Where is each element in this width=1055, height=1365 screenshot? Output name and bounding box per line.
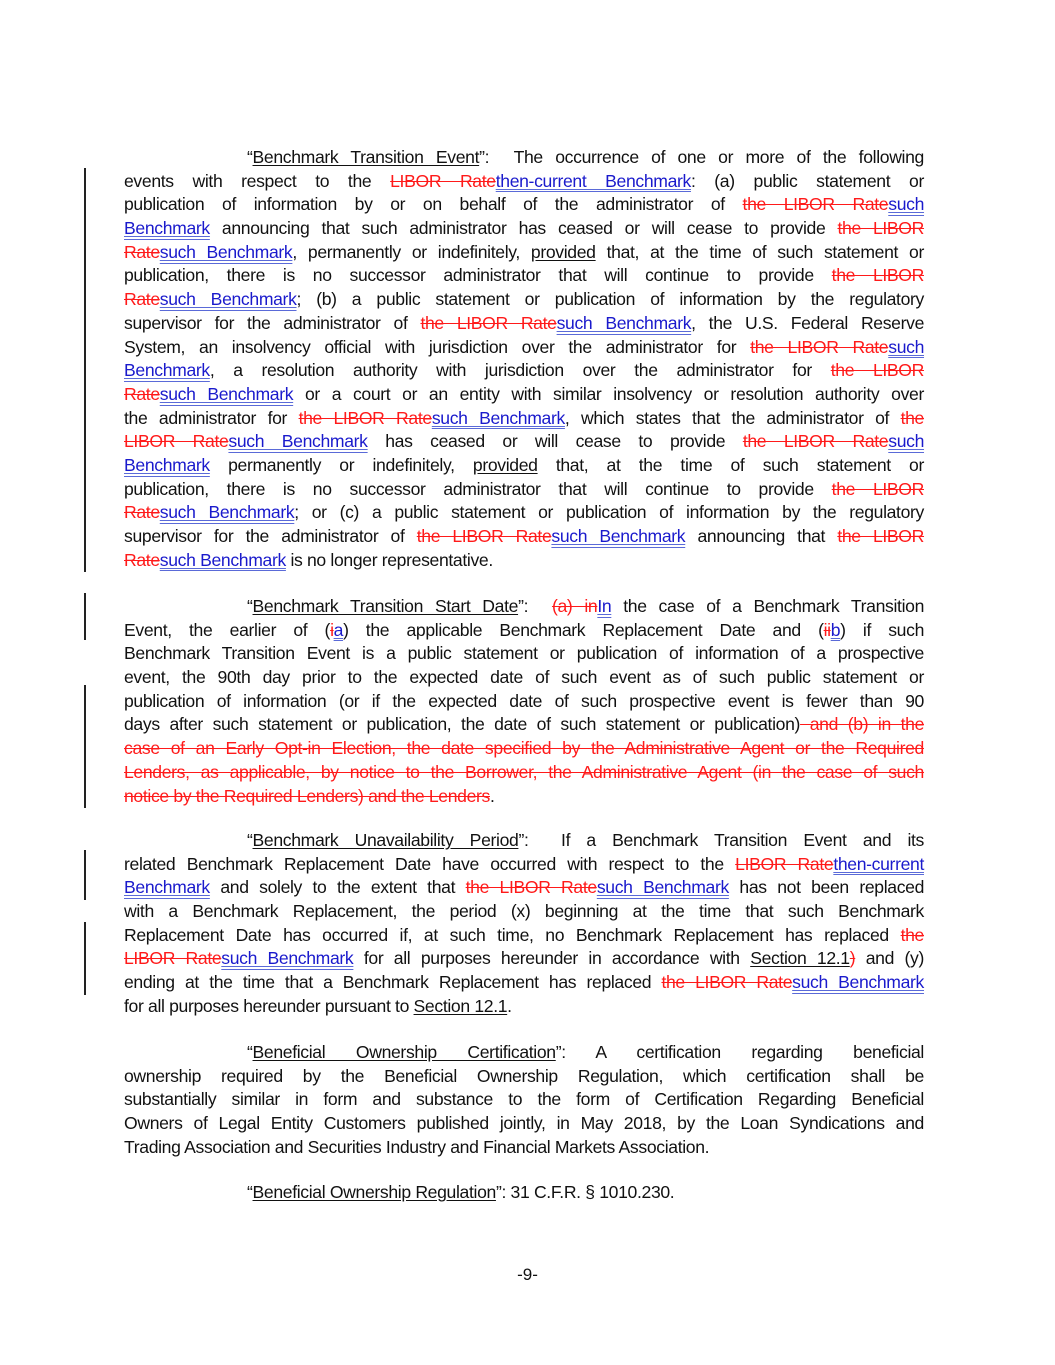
text-run: the administrator for: [124, 407, 299, 428]
text-run: : (a) public statement or: [690, 170, 924, 191]
deleted-text: the: [900, 924, 924, 945]
text-run: for all purposes hereunder in accordance with: [353, 948, 751, 969]
text-run: ”:: [518, 596, 552, 616]
text-run: “: [247, 1042, 253, 1062]
text-line: [124, 595, 924, 619]
text-line: [124, 713, 924, 737]
deleted-text: LIBOR Rate: [735, 853, 834, 874]
deleted-text: i: [330, 619, 334, 640]
deleted-text: LIBOR Rate: [124, 948, 222, 969]
text-line: [124, 288, 924, 312]
text-line: [124, 217, 924, 241]
deleted-text: the LIBOR Rate: [742, 194, 889, 215]
text-line: [124, 336, 924, 360]
text-line: [124, 642, 924, 666]
text-run: publication of information by or on behalf of the administrator of: [124, 194, 743, 215]
revision-change-bar: [84, 922, 86, 995]
deleted-text: (a) in: [551, 596, 598, 616]
text-line: [124, 995, 924, 1019]
text-run: , a resolution authority with jurisdiction over the administrator for: [209, 360, 831, 381]
inserted-text: such Benchmark: [159, 383, 294, 404]
deleted-text: the LIBOR Rate: [298, 407, 432, 428]
text-line: [124, 383, 924, 407]
revision-change-bar: [84, 593, 86, 640]
text-line: [124, 853, 924, 877]
text-run: permanently or indefinitely,: [209, 454, 473, 475]
text-run: Owners of Legal Entity Customers published jointly, in May 2018, by the Loan Syndications and: [124, 1113, 924, 1134]
text-line: [124, 1041, 924, 1065]
text-run: ”: A certification regarding beneficial: [555, 1042, 924, 1062]
deleted-text: the LIBOR Rate: [750, 336, 889, 357]
inserted-text: such Benchmark: [159, 289, 297, 310]
inserted-text: b: [830, 619, 841, 640]
defined-term: provided: [472, 454, 538, 475]
text-run: substantially similar in form and substance to the form of Certification Regarding Beneficial: [124, 1089, 924, 1110]
text-run: that, at the time of such statement or: [595, 241, 924, 262]
inserted-text: Benchmark: [124, 454, 210, 475]
text-run: with a Benchmark Replacement, the period (x) beginning at the time that such Benchmark: [124, 901, 924, 922]
text-line: [124, 146, 924, 170]
text-run: related Benchmark Replacement Date have occurred with respect to the: [124, 853, 736, 874]
text-line: [124, 501, 924, 525]
deleted-text: the LIBOR Rate: [661, 972, 793, 993]
text-line: [124, 1136, 924, 1160]
text-line: [124, 690, 924, 714]
inserted-text: such Benchmark: [159, 241, 293, 262]
text-run: ; (b) a public statement or publication of information by the regulatory: [296, 289, 924, 310]
defined-term: Beneficial Ownership Certification: [252, 1042, 556, 1062]
inserted-text: such Benchmark: [596, 877, 729, 898]
text-line: [124, 666, 924, 690]
text-line: [124, 525, 924, 549]
deleted-text: Rate: [124, 289, 160, 310]
text-run: Event, the earlier of (: [124, 619, 331, 640]
text-line: [124, 829, 924, 853]
text-run: and solely to the extent that: [209, 877, 466, 898]
inserted-text: such Benchmark: [159, 549, 286, 570]
text-run: Trading Association and Securities Industry and Financial Markets Association.: [124, 1136, 710, 1157]
deleted-text: Lenders, as applicable, by notice to the Borrower, the Administrative Agent (in the case of such: [124, 761, 924, 782]
text-run: “: [247, 1182, 253, 1202]
text-line: [124, 924, 924, 948]
deleted-text: the: [900, 407, 924, 428]
defined-term: Beneficial Ownership Regulation: [252, 1182, 496, 1202]
text-run: announcing that: [685, 526, 838, 546]
text-run: supervisor for the administrator of: [124, 526, 417, 546]
deleted-text: and (b) in the: [800, 714, 924, 735]
inserted-text: such Benchmark: [159, 502, 295, 523]
text-run: publication, there is no successor administrator that will continue to provide: [124, 478, 832, 499]
deleted-text: the LIBOR Rate: [420, 312, 557, 333]
text-run: events with respect to the: [124, 170, 391, 191]
deleted-text: the LIBOR: [831, 478, 924, 499]
text-line: [124, 430, 924, 454]
inserted-text: such Benchmark: [431, 407, 565, 428]
deleted-text: LIBOR Rate: [124, 431, 229, 452]
text-line: [124, 312, 924, 336]
text-line: [124, 947, 924, 971]
text-run: Replacement Date has occurred if, at such time, no Benchmark Replacement has replaced: [124, 924, 901, 945]
inserted-text: such: [888, 336, 925, 357]
text-run: .: [489, 785, 495, 806]
inserted-text: then-current Benchmark: [495, 170, 691, 191]
text-line: [124, 407, 924, 431]
text-run: has ceased or will cease to provide: [367, 431, 743, 452]
text-line: [124, 454, 924, 478]
revision-change-bar: [84, 685, 86, 808]
inserted-text: such Benchmark: [551, 526, 686, 546]
text-line: [124, 1112, 924, 1136]
defined-term: Benchmark Unavailability Period: [252, 830, 519, 850]
text-run: ”: The occurrence of one or more of the following: [479, 147, 924, 167]
text-run: days after such statement or publication, the date of such statement or publication): [124, 714, 801, 735]
text-run: “: [247, 147, 253, 167]
inserted-text: then-current: [833, 853, 924, 874]
text-run: supervisor for the administrator of: [124, 312, 421, 333]
definition-paragraph: [124, 829, 924, 1019]
text-run: event, the 90th day prior to the expected date of such event as of such public statement or: [124, 667, 924, 688]
deleted-text: the LIBOR: [831, 265, 924, 286]
deleted-text: the LIBOR: [830, 360, 924, 381]
deleted-text: ii: [823, 619, 831, 640]
deleted-text: LIBOR Rate: [390, 170, 496, 191]
text-line: [124, 264, 924, 288]
inserted-text: Benchmark: [124, 218, 210, 239]
text-line: [124, 241, 924, 265]
deleted-text: Rate: [124, 241, 160, 262]
deleted-text: the LIBOR Rate: [742, 431, 889, 452]
deleted-text: Rate: [124, 502, 160, 523]
text-run: announcing that such administrator has ceased or will cease to provide: [209, 218, 838, 239]
deleted-text: notice by the Required Lenders) and the Lenders: [124, 785, 490, 806]
inserted-text: such Benchmark: [228, 431, 368, 452]
text-line: [124, 737, 924, 761]
text-run: is no longer representative.: [285, 549, 493, 570]
text-run: publication of information (or if the expected date of such prospective event is fewer than 90: [124, 690, 924, 711]
text-run: , which states that the administrator of: [564, 407, 901, 428]
text-run: ”: If a Benchmark Transition Event and its: [518, 830, 924, 850]
defined-term: Benchmark Transition Event: [252, 147, 480, 167]
text-run: that, at the time of such statement or: [537, 454, 925, 475]
defined-term: Benchmark Transition Start Date: [252, 596, 519, 616]
text-line: [124, 1181, 924, 1205]
text-run: and (y): [855, 948, 924, 969]
text-run: publication, there is no successor administrator that will continue to provide: [124, 265, 832, 286]
text-run: or a court or an entity with similar insolvency or resolution authority over: [293, 383, 924, 404]
text-run: ; or (c) a public statement or publication of information by the regulatory: [294, 502, 924, 523]
inserted-text: In: [597, 596, 612, 616]
text-run: ownership required by the Beneficial Ownership Regulation, which certification shall be: [124, 1065, 924, 1086]
inserted-text: a: [333, 619, 344, 640]
text-run: , permanently or indefinitely,: [292, 241, 531, 262]
text-line: [124, 971, 924, 995]
inserted-text: such Benchmark: [792, 972, 924, 993]
page-number: -9-: [517, 1265, 538, 1284]
text-run: for all purposes hereunder pursuant to: [124, 995, 414, 1016]
text-line: [124, 193, 924, 217]
definition-paragraph: [124, 595, 924, 808]
inserted-text: Benchmark: [124, 360, 210, 381]
text-line: [124, 619, 924, 643]
text-run: Benchmark Transition Event is a public statement or publication of information of a prospective: [124, 643, 924, 664]
text-run: ending at the time that a Benchmark Replacement has replaced: [124, 972, 662, 993]
defined-term: Section 12.1: [413, 995, 508, 1016]
deleted-text: Rate: [124, 383, 160, 404]
deleted-text: case of an Early Opt-in Election, the date specified by the Administrative Agent or the Required: [124, 738, 924, 759]
revision-change-bar: [84, 168, 86, 572]
text-run: “: [247, 596, 253, 616]
inserted-text: such Benchmark: [221, 948, 354, 969]
deleted-text: the LIBOR Rate: [416, 526, 552, 546]
definition-paragraph: [124, 1041, 924, 1159]
deleted-text: the LIBOR: [837, 526, 925, 546]
text-run: has not been replaced: [728, 877, 925, 898]
deleted-text: the LIBOR: [837, 218, 925, 239]
inserted-text: Benchmark: [124, 877, 210, 898]
inserted-text: such: [888, 194, 925, 215]
text-run: “: [247, 830, 253, 850]
deleted-text: Rate: [124, 549, 160, 570]
text-run: ) the applicable Benchmark Replacement Date and (: [343, 619, 824, 640]
text-line: [124, 876, 924, 900]
text-run: ”: 31 C.F.R. § 1010.230.: [495, 1182, 675, 1202]
text-run: System, an insolvency official with jurisdiction over the administrator for: [124, 336, 751, 357]
text-run: , the U.S. Federal Reserve: [691, 312, 925, 333]
deleted-text: ): [849, 948, 856, 969]
text-line: [124, 785, 924, 809]
text-line: [124, 1088, 924, 1112]
text-line: [124, 1065, 924, 1089]
inserted-text: such: [888, 431, 925, 452]
text-run: the case of a Benchmark Transition: [611, 596, 925, 616]
inserted-text: such Benchmark: [556, 312, 692, 333]
defined-term: provided: [530, 241, 596, 262]
text-line: [124, 900, 924, 924]
definition-paragraph: [124, 1181, 924, 1205]
text-run: ) if such: [840, 619, 924, 640]
text-line: [124, 549, 924, 573]
text-line: [124, 478, 924, 502]
text-line: [124, 170, 924, 194]
definition-paragraph: [124, 146, 924, 572]
text-line: [124, 359, 924, 383]
revision-change-bar: [84, 850, 86, 900]
deleted-text: the LIBOR Rate: [465, 877, 597, 898]
text-run: .: [507, 995, 512, 1016]
text-line: [124, 761, 924, 785]
defined-term: Section 12.1: [750, 948, 850, 969]
